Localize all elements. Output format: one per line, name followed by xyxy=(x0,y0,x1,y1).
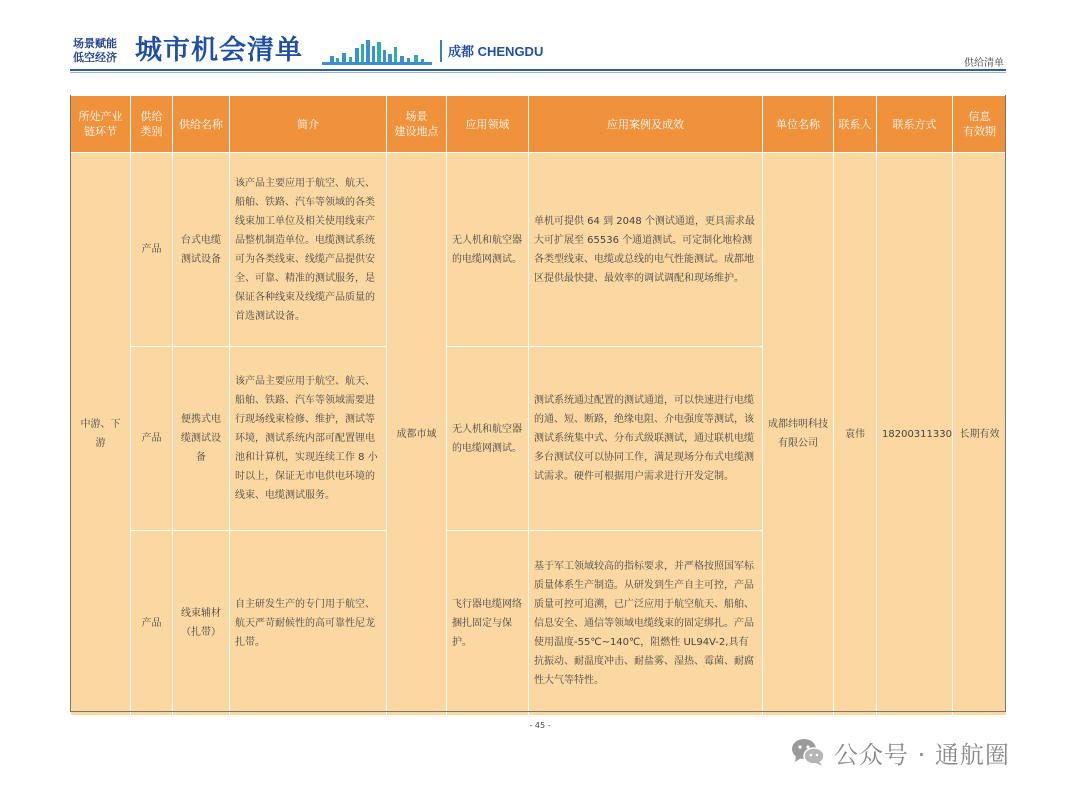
city-label: 成都 CHENGDU xyxy=(448,44,544,59)
col-header-validity: 信息 有效期 xyxy=(953,96,1007,153)
cell-cases: 测试系统通过配置的测试通道，可以快速进行电缆的通、短、断路，绝缘电阻、介电强度等测试，该测试系统集中式、分布式级联测试，通过联机电缆多台测试仪可以协同工作，满足现场分布式电缆测试需求。硬件可根据用户需求进行开发定制。 xyxy=(529,347,763,531)
col-header-category: 供给 类别 xyxy=(131,96,173,153)
cell-cases: 单机可提供 64 到 2048 个测试通道，更具需求最大可扩展至 65536 个通道测试。可定制化地检测各类型线束、电缆或总线的电气性能测试。成都地区提供最快捷、最效率的调试调配和现场维护。 xyxy=(529,153,763,347)
cell-chain: 中游、下游 xyxy=(71,153,131,716)
cell-category: 产品 xyxy=(131,347,173,531)
wechat-icon xyxy=(790,737,826,767)
table-header-row xyxy=(71,96,1007,153)
page-header xyxy=(0,0,1080,72)
brand-line-1: 场景赋能 xyxy=(73,37,117,50)
cell-name: 台式电缆测试设备 xyxy=(173,153,230,347)
cell-contact: 袁伟 xyxy=(834,153,877,716)
col-header-chain: 所处产业 链环节 xyxy=(71,96,131,153)
city-skyline-icon xyxy=(322,38,432,66)
cell-intro: 该产品主要应用于航空、航天、船舶、铁路、汽车等领域的各类线束加工单位及相关使用线束产品整机制造单位。电缆测试系统可为各类线束、线缆产品提供安全、可靠、精准的测试服务，是保证各种线束及线缆产品质量的首选测试设备。 xyxy=(230,153,387,347)
col-header-contact: 联系人 xyxy=(834,96,877,153)
col-header-company: 单位名称 xyxy=(763,96,834,153)
brand-tagline xyxy=(73,37,117,65)
cell-field: 无人机和航空器的电缆网测试。 xyxy=(447,153,529,347)
watermark xyxy=(790,735,1010,769)
table-frame-left xyxy=(70,95,71,712)
watermark-text: 公众号 · 通航圈 xyxy=(834,740,1010,769)
cell-name: 线束辅材（扎带） xyxy=(173,531,230,716)
header-rule xyxy=(70,69,1006,71)
page-number: - 45 - xyxy=(529,721,551,730)
supply-table xyxy=(70,95,1007,716)
cell-name: 便携式电缆测试设备 xyxy=(173,347,230,531)
brand-line-2: 低空经济 xyxy=(73,51,117,64)
col-header-name: 供给名称 xyxy=(173,96,230,153)
cell-intro: 该产品主要应用于航空、航天、船舶、铁路、汽车等领域需要进行现场线束检修、维护，测试等环境，测试系统内部可配置锂电池和计算机，实现连续工作 8 小时以上，保证无市电供电环境的线束、电缆测试服务。 xyxy=(230,347,387,531)
col-header-cases: 应用案例及成效 xyxy=(529,96,763,153)
cell-field: 飞行器电缆网络捆扎固定与保护。 xyxy=(447,531,529,716)
document-section-label: 供给清单 xyxy=(964,58,1004,69)
cell-field: 无人机和航空器的电缆网测试。 xyxy=(447,347,529,531)
cell-validity: 长期有效 xyxy=(953,153,1007,716)
cell-phone: 18200311330 xyxy=(877,153,953,716)
table-frame-bottom xyxy=(70,711,1006,712)
page-title: 城市机会清单 xyxy=(135,35,303,66)
cell-company: 成都纬明科技有限公司 xyxy=(763,153,834,716)
cell-category: 产品 xyxy=(131,531,173,716)
table-row xyxy=(71,153,1007,347)
col-header-intro: 简介 xyxy=(230,96,387,153)
table-frame-right xyxy=(1005,95,1006,712)
cell-category: 产品 xyxy=(131,153,173,347)
cell-cases: 基于军工领域较高的指标要求，并严格按照国军标质量体系生产制造。从研发到生产自主可控，产品质量可控可追溯，已广泛应用于航空航天、船舶、信息安全、通信等领域电缆线束的固定绑扎。产品使用温度-55℃~140℃，阻燃性 UL94V-2,具有抗振动、耐温度冲击、耐盐雾、湿热、霉菌、耐腐性大气等特性。 xyxy=(529,531,763,716)
title-divider xyxy=(440,40,442,62)
col-header-field: 应用领域 xyxy=(447,96,529,153)
col-header-location: 场景 建设地点 xyxy=(387,96,447,153)
header-rule-thin xyxy=(70,72,1006,73)
cell-intro: 自主研发生产的专门用于航空、航天严苛耐候性的高可靠性尼龙扎带。 xyxy=(230,531,387,716)
col-header-phone: 联系方式 xyxy=(877,96,953,153)
cell-location: 成都市域 xyxy=(387,153,447,716)
